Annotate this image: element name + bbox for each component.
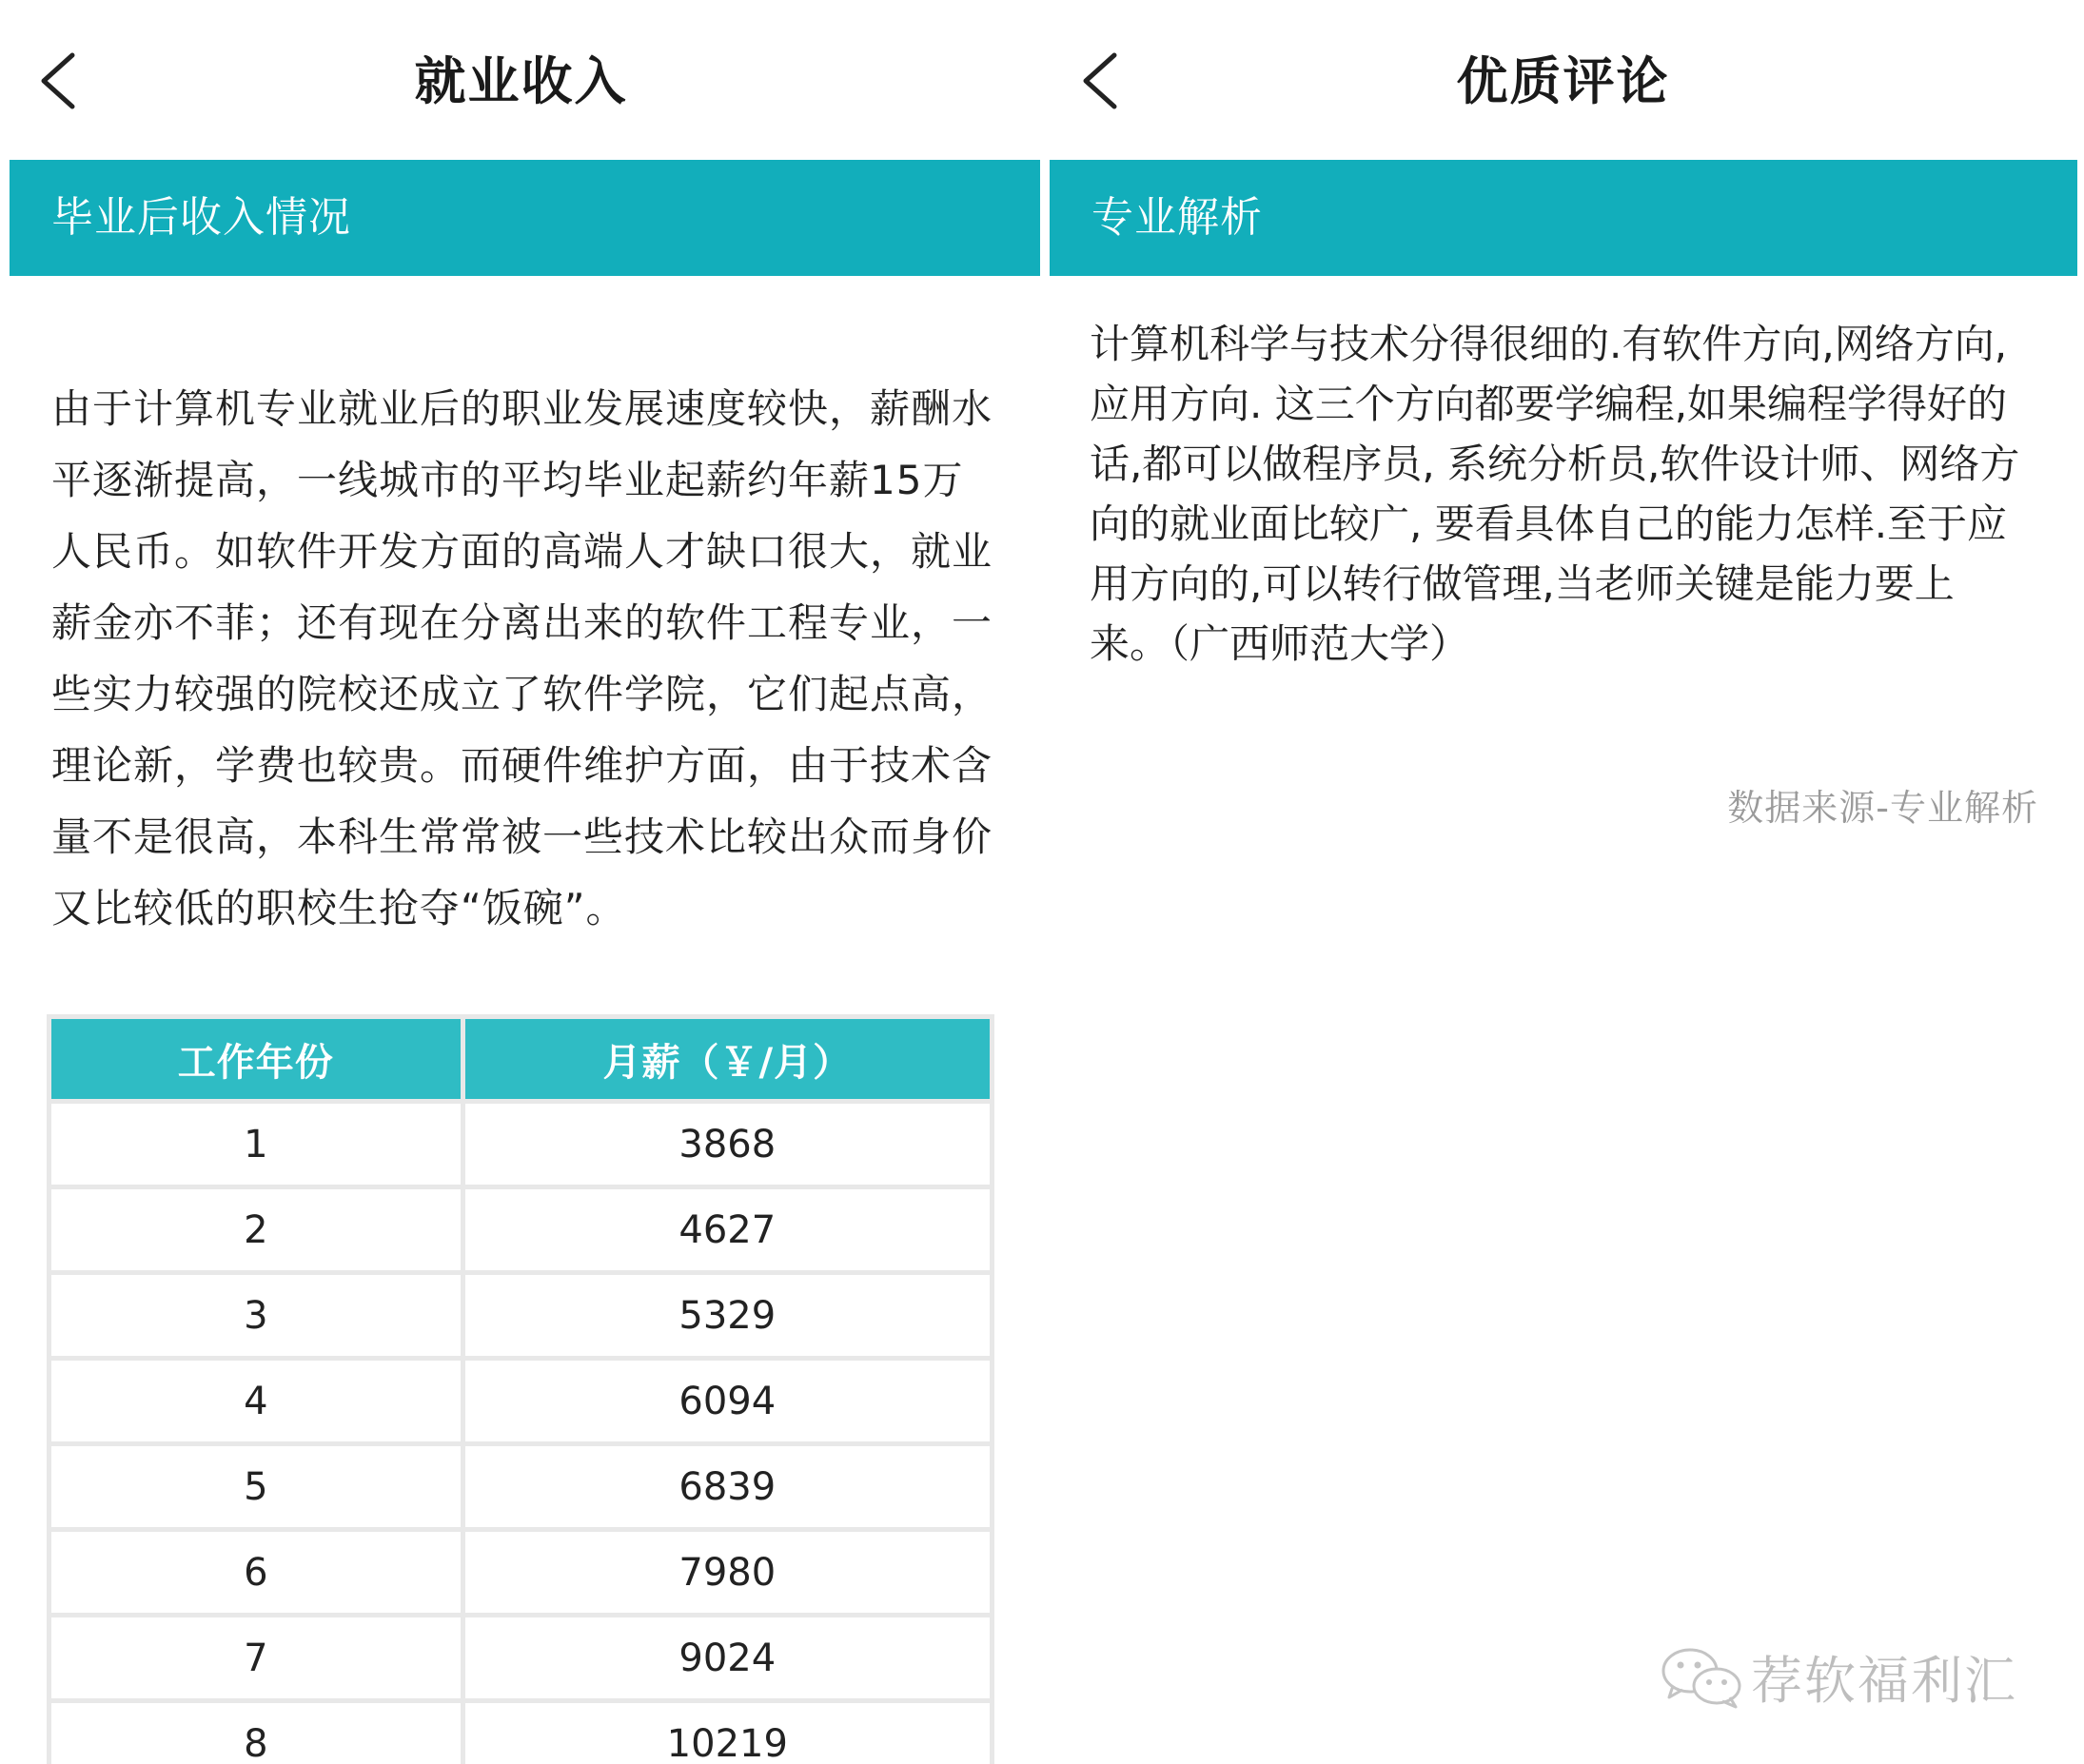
table-row (51, 1275, 990, 1356)
nav-bar (0, 0, 1042, 160)
table-row (51, 1703, 990, 1764)
table-row (51, 1617, 990, 1698)
table-header-row (51, 1019, 990, 1099)
page-title: 优质评论 (1456, 51, 1670, 111)
page-title: 就业收入 (414, 51, 628, 111)
cell-work-year: 8 (51, 1703, 461, 1764)
cell-monthly-salary: 3868 (465, 1104, 990, 1185)
cell-monthly-salary: 4627 (465, 1189, 990, 1270)
section-header-income: 毕业后收入情况 (10, 160, 1040, 276)
cell-work-year: 5 (51, 1446, 461, 1527)
back-button[interactable] (1071, 48, 1137, 114)
table-row (51, 1532, 990, 1613)
income-description: 由于计算机专业就业后的职业发展速度较快，薪酬水平逐渐提高，一线城市的平均毕业起薪约年薪15万人民币。如软件开发方面的高端人才缺口很大，就业薪金亦不菲；还有现在分离出来的软件工程专业，一些实力较强的院校还成立了软件学院，它们起点高，理论新，学费也较贵。而硬件维护方面，由于技术含量不是很高，本科生常常被一些技术比较出众而身价又比较低的职校生抢夺“饭碗”。 (51, 385, 993, 931)
data-source-note: 数据来源-专业解析 (1727, 787, 2038, 829)
cell-monthly-salary: 7980 (465, 1532, 990, 1613)
section-header-major-analysis: 专业解析 (1050, 160, 2077, 276)
salary-table (47, 1014, 994, 1764)
cell-work-year: 3 (51, 1275, 461, 1356)
nav-bar (1042, 0, 2084, 160)
watermark (1658, 1638, 2017, 1715)
cell-monthly-salary: 6094 (465, 1361, 990, 1441)
major-analysis-text: 计算机科学与技术分得很细的.有软件方向,网络方向,应用方向. 这三个方向都要学编程,如果编程学得好的话,都可以做程序员, 系统分析员,软件设计师、网络方向的就业面比较广, 要看具体自己的能力怎样.至于应用方向的,可以转行做管理,当老师关键是能力要上来。（广西师范大学） (1090, 321, 2020, 667)
cell-monthly-salary: 9024 (465, 1617, 990, 1698)
cell-work-year: 7 (51, 1617, 461, 1698)
table-row (51, 1446, 990, 1527)
table-row (51, 1189, 990, 1270)
column-header-work-year: 工作年份 (51, 1019, 461, 1099)
watermark-text: 荐软福利汇 (1751, 1650, 2017, 1711)
wechat-icon (1658, 1642, 1745, 1711)
cell-work-year: 2 (51, 1189, 461, 1270)
column-header-monthly-salary: 月薪（￥/月） (465, 1019, 990, 1099)
chevron-left-icon (1071, 48, 1137, 114)
table-row (51, 1361, 990, 1441)
quality-comments-screen (1042, 0, 2084, 1764)
table-row (51, 1104, 990, 1185)
cell-work-year: 4 (51, 1361, 461, 1441)
chevron-left-icon (29, 48, 95, 114)
cell-work-year: 1 (51, 1104, 461, 1185)
back-button[interactable] (29, 48, 95, 114)
cell-work-year: 6 (51, 1532, 461, 1613)
cell-monthly-salary: 6839 (465, 1446, 990, 1527)
cell-monthly-salary: 5329 (465, 1275, 990, 1356)
cell-monthly-salary: 10219 (465, 1703, 990, 1764)
